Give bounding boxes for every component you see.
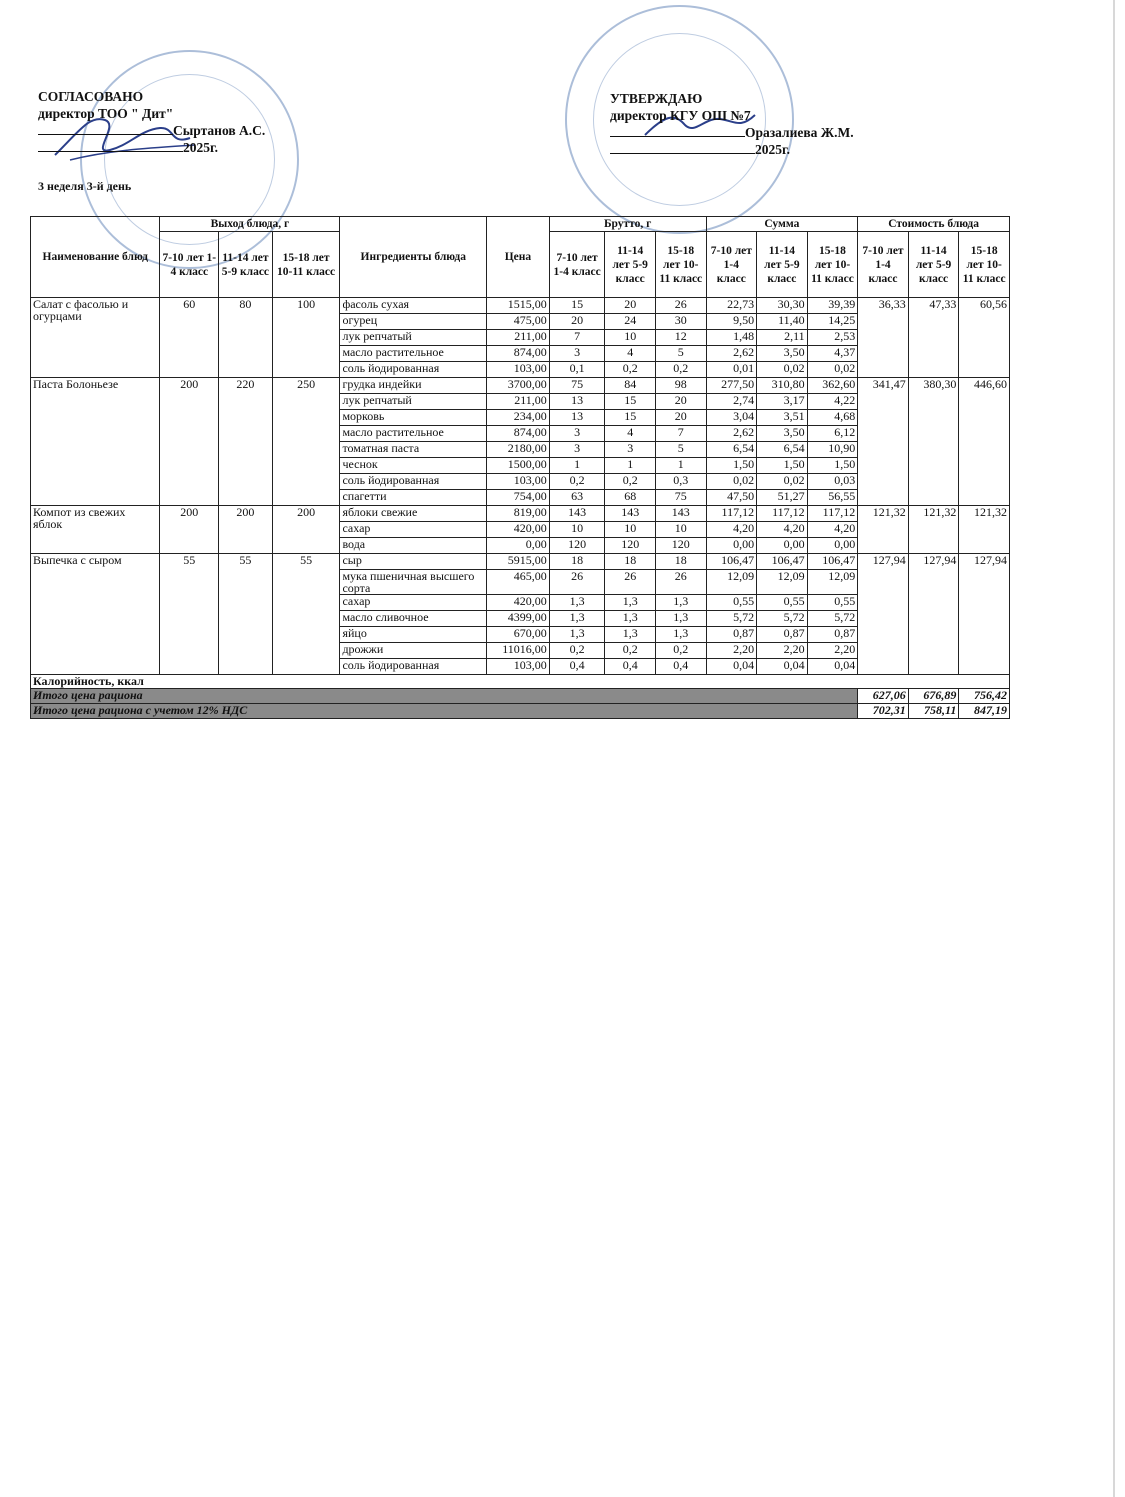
header-brutto: Брутто, г	[549, 217, 706, 232]
total-vat-age-1: 702,31	[858, 704, 909, 719]
ingredient-price: 0,00	[487, 538, 550, 554]
ingredient-sum-1: 6,54	[706, 442, 757, 458]
ingredient-brutto-2: 1,3	[605, 611, 656, 627]
ingredient-brutto-1: 75	[549, 378, 605, 394]
ingredient-sum-2: 0,04	[757, 659, 808, 675]
ingredient-sum-1: 2,62	[706, 346, 757, 362]
ingredient-brutto-3: 20	[655, 410, 706, 426]
ingredient-sum-3: 14,25	[807, 314, 858, 330]
approval-right-block	[610, 90, 854, 158]
approval-right-title: УТВЕРЖДАЮ	[610, 91, 703, 106]
ingredient-brutto-3: 1,3	[655, 611, 706, 627]
ingredient-sum-2: 0,00	[757, 538, 808, 554]
ingredient-brutto-1: 20	[549, 314, 605, 330]
ingredient-price: 5915,00	[487, 554, 550, 570]
week-day-label: 3 неделя 3-й день	[38, 179, 132, 193]
ingredient-brutto-2: 1	[605, 458, 656, 474]
ingredient-sum-1: 2,62	[706, 426, 757, 442]
ingredient-name: соль йодированная	[340, 474, 487, 490]
dish-output-3: 55	[272, 554, 340, 675]
ingredient-brutto-3: 7	[655, 426, 706, 442]
ingredient-brutto-2: 1,3	[605, 595, 656, 611]
header-cost-age-1: 7-10 лет 1-4 класс	[858, 232, 909, 298]
ingredient-name: вода	[340, 538, 487, 554]
ingredient-price: 234,00	[487, 410, 550, 426]
ingredient-sum-2: 2,20	[757, 643, 808, 659]
ingredient-sum-3: 0,04	[807, 659, 858, 675]
ingredient-sum-2: 0,87	[757, 627, 808, 643]
ingredient-sum-3: 117,12	[807, 506, 858, 522]
header-ingredients: Ингредиенты блюда	[340, 217, 487, 298]
dish-cost-2: 127,94	[908, 554, 959, 675]
ingredient-name: мука пшеничная высшего сорта	[340, 570, 487, 595]
ingredient-sum-1: 9,50	[706, 314, 757, 330]
total-cost-age-3: 756,42	[959, 689, 1010, 704]
ingredient-brutto-1: 13	[549, 410, 605, 426]
ingredient-sum-3: 2,53	[807, 330, 858, 346]
ingredient-name: морковь	[340, 410, 487, 426]
ingredient-brutto-1: 3	[549, 442, 605, 458]
header-cost-age-3: 15-18 лет 10-11 класс	[959, 232, 1010, 298]
ingredient-sum-3: 0,55	[807, 595, 858, 611]
ingredient-sum-3: 0,02	[807, 362, 858, 378]
ingredient-sum-1: 117,12	[706, 506, 757, 522]
ingredient-brutto-1: 1,3	[549, 611, 605, 627]
ingredient-brutto-3: 120	[655, 538, 706, 554]
ingredient-price: 103,00	[487, 362, 550, 378]
ingredient-sum-1: 0,55	[706, 595, 757, 611]
total-label: Итого цена рациона	[31, 689, 858, 704]
ingredient-brutto-1: 120	[549, 538, 605, 554]
ingredient-brutto-1: 0,4	[549, 659, 605, 675]
ingredient-brutto-1: 18	[549, 554, 605, 570]
ingredient-name: соль йодированная	[340, 659, 487, 675]
ingredient-row	[31, 378, 1010, 394]
dish-cost-3: 127,94	[959, 554, 1010, 675]
ingredient-sum-1: 106,47	[706, 554, 757, 570]
dish-name: Салат с фасолью и огурцами	[31, 298, 160, 378]
header-cost: Стоимость блюда	[858, 217, 1010, 232]
header-sum-age-3: 15-18 лет 10-11 класс	[807, 232, 858, 298]
approval-left-title: СОГЛАСОВАНО	[38, 89, 144, 104]
ingredient-sum-1: 0,01	[706, 362, 757, 378]
ingredient-brutto-3: 0,3	[655, 474, 706, 490]
ingredient-price: 1515,00	[487, 298, 550, 314]
ingredient-brutto-2: 10	[605, 522, 656, 538]
ingredient-sum-2: 6,54	[757, 442, 808, 458]
ingredient-brutto-2: 20	[605, 298, 656, 314]
ingredient-brutto-1: 13	[549, 394, 605, 410]
total-vat-age-3: 847,19	[959, 704, 1010, 719]
ingredient-sum-2: 11,40	[757, 314, 808, 330]
ingredient-name: масло сливочное	[340, 611, 487, 627]
ingredient-brutto-3: 5	[655, 442, 706, 458]
signature-line-right	[610, 136, 745, 137]
ingredient-brutto-2: 24	[605, 314, 656, 330]
header-brutto-age-2: 11-14 лет 5-9 класс	[605, 232, 656, 298]
ingredient-brutto-1: 143	[549, 506, 605, 522]
ingredient-brutto-3: 20	[655, 394, 706, 410]
ingredient-sum-3: 10,90	[807, 442, 858, 458]
header-output: Выход блюда, г	[160, 217, 340, 232]
ingredient-sum-2: 2,11	[757, 330, 808, 346]
ingredient-brutto-3: 75	[655, 490, 706, 506]
ingredient-brutto-3: 1,3	[655, 627, 706, 643]
ingredient-price: 819,00	[487, 506, 550, 522]
ingredient-sum-1: 0,02	[706, 474, 757, 490]
ingredient-sum-1: 277,50	[706, 378, 757, 394]
ingredient-price: 874,00	[487, 426, 550, 442]
dish-cost-2: 121,32	[908, 506, 959, 554]
ingredient-name: соль йодированная	[340, 362, 487, 378]
ingredient-name: сахар	[340, 595, 487, 611]
dish-output-1: 200	[160, 506, 219, 554]
dish-output-3: 100	[272, 298, 340, 378]
ingredient-price: 465,00	[487, 570, 550, 595]
header-sum-age-1: 7-10 лет 1-4 класс	[706, 232, 757, 298]
ingredient-price: 3700,00	[487, 378, 550, 394]
ingredient-brutto-1: 3	[549, 426, 605, 442]
ingredient-name: сахар	[340, 522, 487, 538]
ingredient-brutto-3: 1	[655, 458, 706, 474]
ingredient-brutto-3: 0,2	[655, 362, 706, 378]
ingredient-sum-3: 362,60	[807, 378, 858, 394]
ingredient-sum-1: 3,04	[706, 410, 757, 426]
menu-table-body	[31, 298, 1010, 675]
date-line-left	[38, 151, 183, 152]
dish-cost-3: 121,32	[959, 506, 1010, 554]
date-line-right	[610, 153, 755, 154]
ingredient-sum-1: 2,20	[706, 643, 757, 659]
ingredient-brutto-1: 1,3	[549, 627, 605, 643]
ingredient-sum-1: 1,48	[706, 330, 757, 346]
ingredient-sum-2: 3,51	[757, 410, 808, 426]
dish-cost-3: 60,56	[959, 298, 1010, 378]
ingredient-sum-3: 12,09	[807, 570, 858, 595]
header-cost-age-2: 11-14 лет 5-9 класс	[908, 232, 959, 298]
ingredient-brutto-1: 63	[549, 490, 605, 506]
ingredient-price: 1500,00	[487, 458, 550, 474]
ingredient-price: 475,00	[487, 314, 550, 330]
ingredient-name: спагетти	[340, 490, 487, 506]
ingredient-price: 211,00	[487, 394, 550, 410]
ingredient-brutto-1: 26	[549, 570, 605, 595]
ingredient-brutto-2: 0,2	[605, 643, 656, 659]
ingredient-brutto-1: 1	[549, 458, 605, 474]
header-output-age-3: 15-18 лет 10-11 класс	[272, 232, 340, 298]
ingredient-price: 420,00	[487, 522, 550, 538]
ingredient-sum-1: 0,00	[706, 538, 757, 554]
ingredient-brutto-2: 120	[605, 538, 656, 554]
ingredient-brutto-2: 1,3	[605, 627, 656, 643]
approval-left-block	[38, 88, 265, 156]
approval-right-date: 2025г.	[755, 142, 790, 157]
ingredient-brutto-2: 26	[605, 570, 656, 595]
dish-cost-1: 121,32	[858, 506, 909, 554]
ingredient-brutto-2: 3	[605, 442, 656, 458]
ingredient-name: яйцо	[340, 627, 487, 643]
ingredient-name: масло растительное	[340, 346, 487, 362]
header-dish-name: Наименование блюд	[31, 217, 160, 298]
ingredient-name: дрожжи	[340, 643, 487, 659]
ingredient-sum-2: 30,30	[757, 298, 808, 314]
ingredient-price: 4399,00	[487, 611, 550, 627]
ingredient-sum-3: 1,50	[807, 458, 858, 474]
ingredient-name: лук репчатый	[340, 330, 487, 346]
ingredient-brutto-3: 30	[655, 314, 706, 330]
approval-left-name: Сыртанов А.С.	[173, 123, 266, 138]
ingredient-name: сыр	[340, 554, 487, 570]
dish-cost-3: 446,60	[959, 378, 1010, 506]
dish-cost-1: 127,94	[858, 554, 909, 675]
header-sum-age-2: 11-14 лет 5-9 класс	[757, 232, 808, 298]
ingredient-price: 2180,00	[487, 442, 550, 458]
ingredient-sum-2: 106,47	[757, 554, 808, 570]
ingredient-sum-2: 117,12	[757, 506, 808, 522]
ingredient-brutto-2: 4	[605, 346, 656, 362]
ingredient-sum-2: 1,50	[757, 458, 808, 474]
ingredient-sum-2: 4,20	[757, 522, 808, 538]
ingredient-sum-3: 106,47	[807, 554, 858, 570]
dish-output-3: 200	[272, 506, 340, 554]
ingredient-brutto-2: 84	[605, 378, 656, 394]
ingredient-sum-2: 0,02	[757, 362, 808, 378]
ingredient-brutto-3: 1,3	[655, 595, 706, 611]
header-brutto-age-1: 7-10 лет 1-4 класс	[549, 232, 605, 298]
dish-output-1: 60	[160, 298, 219, 378]
ingredient-sum-3: 4,20	[807, 522, 858, 538]
total-vat-age-2: 758,11	[908, 704, 959, 719]
ingredient-sum-3: 0,00	[807, 538, 858, 554]
ingredient-row	[31, 298, 1010, 314]
ingredient-sum-3: 0,03	[807, 474, 858, 490]
dish-cost-1: 36,33	[858, 298, 909, 378]
dish-name: Выпечка с сыром	[31, 554, 160, 675]
ingredient-row	[31, 506, 1010, 522]
total-vat-label: Итого цена рациона с учетом 12% НДС	[31, 704, 858, 719]
dish-output-3: 250	[272, 378, 340, 506]
dish-output-1: 55	[160, 554, 219, 675]
ingredient-brutto-1: 10	[549, 522, 605, 538]
ingredient-sum-1: 4,20	[706, 522, 757, 538]
ingredient-sum-1: 1,50	[706, 458, 757, 474]
ingredient-sum-2: 5,72	[757, 611, 808, 627]
ingredient-brutto-2: 68	[605, 490, 656, 506]
ingredient-sum-1: 2,74	[706, 394, 757, 410]
ingredient-sum-1: 5,72	[706, 611, 757, 627]
ingredient-brutto-2: 15	[605, 394, 656, 410]
approval-left-position: директор ТОО " Дит"	[38, 106, 174, 121]
dish-cost-1: 341,47	[858, 378, 909, 506]
ingredient-name: грудка индейки	[340, 378, 487, 394]
ingredient-brutto-1: 0,1	[549, 362, 605, 378]
ingredient-brutto-1: 0,2	[549, 643, 605, 659]
ingredient-brutto-3: 143	[655, 506, 706, 522]
ingredient-brutto-3: 12	[655, 330, 706, 346]
ingredient-sum-3: 56,55	[807, 490, 858, 506]
dish-output-1: 200	[160, 378, 219, 506]
ingredient-brutto-3: 0,2	[655, 643, 706, 659]
ingredient-brutto-3: 26	[655, 298, 706, 314]
ingredient-sum-2: 12,09	[757, 570, 808, 595]
ingredient-name: томатная паста	[340, 442, 487, 458]
ingredient-name: фасоль сухая	[340, 298, 487, 314]
ingredient-sum-3: 4,37	[807, 346, 858, 362]
signature-line-left	[38, 134, 173, 135]
page-edge	[1113, 0, 1115, 1497]
ingredient-price: 754,00	[487, 490, 550, 506]
ingredient-name: лук репчатый	[340, 394, 487, 410]
ingredient-brutto-3: 98	[655, 378, 706, 394]
ingredient-row	[31, 554, 1010, 570]
ingredient-price: 11016,00	[487, 643, 550, 659]
ingredient-price: 103,00	[487, 659, 550, 675]
ingredient-brutto-3: 18	[655, 554, 706, 570]
ingredient-sum-2: 310,80	[757, 378, 808, 394]
ingredient-sum-1: 0,04	[706, 659, 757, 675]
approval-left-date: 2025г.	[183, 140, 218, 155]
dish-output-2: 220	[219, 378, 273, 506]
ingredient-name: яблоки свежие	[340, 506, 487, 522]
ingredient-sum-2: 51,27	[757, 490, 808, 506]
ingredient-sum-1: 0,87	[706, 627, 757, 643]
dish-cost-2: 47,33	[908, 298, 959, 378]
approval-right-position: директор КГУ ОШ №7	[610, 108, 751, 123]
ingredient-price: 211,00	[487, 330, 550, 346]
ingredient-brutto-2: 0,2	[605, 474, 656, 490]
ingredient-name: чеснок	[340, 458, 487, 474]
dish-output-2: 55	[219, 554, 273, 675]
ingredient-sum-3: 4,68	[807, 410, 858, 426]
ingredient-sum-2: 3,50	[757, 346, 808, 362]
ingredient-name: огурец	[340, 314, 487, 330]
header-brutto-age-3: 15-18 лет 10-11 класс	[655, 232, 706, 298]
ingredient-brutto-1: 15	[549, 298, 605, 314]
ingredient-brutto-1: 3	[549, 346, 605, 362]
ingredient-brutto-2: 10	[605, 330, 656, 346]
ingredient-brutto-2: 0,4	[605, 659, 656, 675]
ingredient-sum-3: 6,12	[807, 426, 858, 442]
ingredient-price: 670,00	[487, 627, 550, 643]
ingredient-sum-3: 5,72	[807, 611, 858, 627]
total-cost-age-1: 627,06	[858, 689, 909, 704]
ingredient-price: 874,00	[487, 346, 550, 362]
ingredient-brutto-1: 0,2	[549, 474, 605, 490]
dish-name: Паста Болоньезе	[31, 378, 160, 506]
menu-table	[30, 216, 1010, 719]
header-sum: Сумма	[706, 217, 858, 232]
ingredient-brutto-1: 7	[549, 330, 605, 346]
approval-right-name: Оразалиева Ж.М.	[745, 125, 854, 140]
header-price: Цена	[487, 217, 550, 298]
calories-row-label: Калорийность, ккал	[31, 675, 1010, 689]
ingredient-sum-3: 0,87	[807, 627, 858, 643]
ingredient-brutto-3: 5	[655, 346, 706, 362]
header-output-age-2: 11-14 лет 5-9 класс	[219, 232, 273, 298]
total-cost-age-2: 676,89	[908, 689, 959, 704]
ingredient-price: 103,00	[487, 474, 550, 490]
ingredient-brutto-3: 0,4	[655, 659, 706, 675]
ingredient-name: масло растительное	[340, 426, 487, 442]
ingredient-sum-2: 3,17	[757, 394, 808, 410]
ingredient-brutto-2: 18	[605, 554, 656, 570]
dish-cost-2: 380,30	[908, 378, 959, 506]
ingredient-sum-1: 47,50	[706, 490, 757, 506]
dish-name: Компот из свежих яблок	[31, 506, 160, 554]
ingredient-brutto-3: 26	[655, 570, 706, 595]
ingredient-sum-3: 4,22	[807, 394, 858, 410]
ingredient-sum-2: 0,02	[757, 474, 808, 490]
ingredient-brutto-3: 10	[655, 522, 706, 538]
ingredient-price: 420,00	[487, 595, 550, 611]
ingredient-brutto-2: 4	[605, 426, 656, 442]
dish-output-2: 200	[219, 506, 273, 554]
ingredient-sum-2: 3,50	[757, 426, 808, 442]
ingredient-sum-1: 12,09	[706, 570, 757, 595]
ingredient-sum-2: 0,55	[757, 595, 808, 611]
ingredient-brutto-2: 15	[605, 410, 656, 426]
ingredient-sum-1: 22,73	[706, 298, 757, 314]
header-output-age-1: 7-10 лет 1-4 класс	[160, 232, 219, 298]
dish-output-2: 80	[219, 298, 273, 378]
ingredient-brutto-2: 143	[605, 506, 656, 522]
ingredient-brutto-2: 0,2	[605, 362, 656, 378]
ingredient-brutto-1: 1,3	[549, 595, 605, 611]
ingredient-sum-3: 39,39	[807, 298, 858, 314]
ingredient-sum-3: 2,20	[807, 643, 858, 659]
